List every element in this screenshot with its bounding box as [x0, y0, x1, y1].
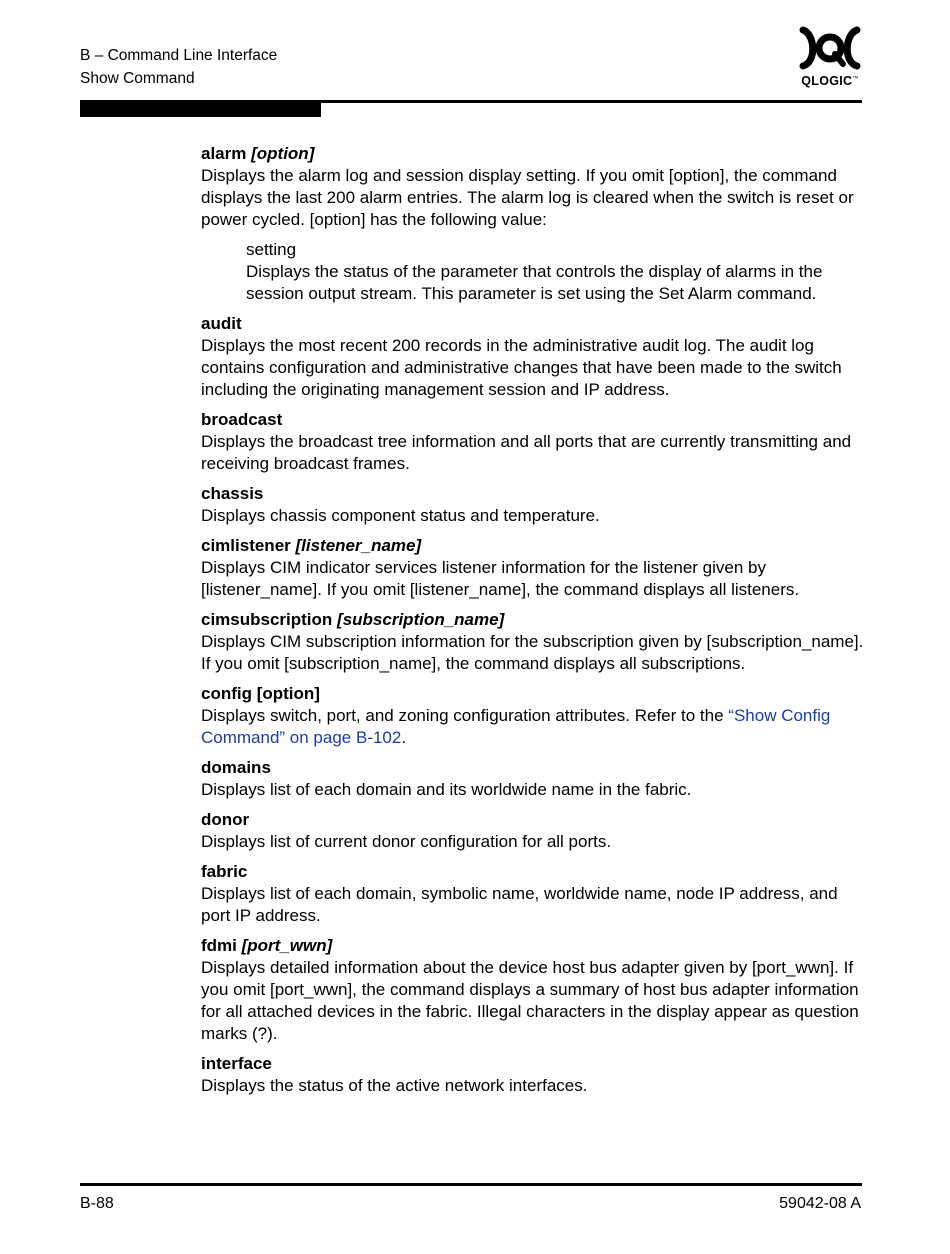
- entry-description: [201, 705, 866, 749]
- term-name: cimlistener: [201, 536, 291, 555]
- entry-term: [201, 935, 866, 957]
- entry-broadcast: [201, 409, 866, 475]
- description-end: .: [401, 728, 407, 747]
- entry-cimsubscription: [201, 609, 866, 675]
- entry-term: domains: [201, 758, 271, 777]
- entry-fdmi: [201, 935, 866, 1045]
- qlogic-logo: [795, 24, 865, 92]
- entry-description: Displays CIM indicator services listener information for the listener given by [listener_name]. If you omit [listener_name], the command displays all listeners.: [201, 558, 800, 599]
- entry-description: Displays list of current donor configuration for all ports.: [201, 832, 612, 851]
- term-name: cimsubscription: [201, 610, 333, 629]
- term-name: alarm: [201, 144, 247, 163]
- entry-config: [201, 683, 866, 749]
- entry-description: Displays the broadcast tree information and all ports that are currently transmitting and receiving broadcast frames.: [201, 432, 852, 473]
- entry-audit: [201, 313, 866, 401]
- description-text: Displays switch, port, and zoning configuration attributes. Refer to the: [201, 706, 729, 725]
- entry-term: interface: [201, 1054, 272, 1073]
- entry-domains: [201, 757, 866, 801]
- section-title: Show Command: [80, 70, 195, 87]
- command-options-list: [201, 143, 866, 1105]
- entry-donor: [201, 809, 866, 853]
- entry-description: Displays the status of the active network interfaces.: [201, 1076, 588, 1095]
- entry-term: [201, 143, 866, 165]
- chapter-title: B – Command Line Interface: [80, 47, 278, 64]
- sub-entry-setting: [246, 239, 866, 305]
- entry-term: audit: [201, 314, 242, 333]
- term-argument: [subscription_name]: [337, 610, 505, 629]
- entry-term: broadcast: [201, 410, 283, 429]
- sub-term: setting: [246, 240, 297, 259]
- entry-term: donor: [201, 810, 250, 829]
- term-argument: [port_wwn]: [241, 936, 333, 955]
- term-argument: [listener_name]: [295, 536, 422, 555]
- entry-description: Displays chassis component status and temperature.: [201, 506, 600, 525]
- entry-alarm: [201, 143, 866, 305]
- entry-term: fabric: [201, 862, 248, 881]
- page-number: B-88: [80, 1195, 114, 1212]
- logo-wordmark: [795, 74, 865, 88]
- entry-description: Displays the alarm log and session display setting. If you omit [option], the command displays the last 200 alarm entries. The alarm log is cleared when the switch is reset or power cycled. [option] has the following value:: [201, 166, 854, 229]
- show-config-link[interactable]: “Show Config Command” on page B-102: [201, 706, 831, 747]
- entry-description: Displays list of each domain, symbolic name, worldwide name, node IP address, and port IP address.: [201, 884, 838, 925]
- entry-interface: [201, 1053, 866, 1097]
- entry-description: Displays CIM subscription information for the subscription given by [subscription_name]. If you omit [subscription_name], the command displays all subscriptions.: [201, 632, 864, 673]
- entry-term: [201, 535, 866, 557]
- entry-term: chassis: [201, 484, 264, 503]
- entry-term: config [option]: [201, 684, 320, 703]
- term-argument: [option]: [251, 144, 315, 163]
- entry-cimlistener: [201, 535, 866, 601]
- term-name: fdmi: [201, 936, 237, 955]
- document-id: 59042-08 A: [779, 1195, 861, 1212]
- qlogic-logo-icon: [795, 24, 865, 72]
- running-header: [80, 44, 277, 90]
- entry-fabric: [201, 861, 866, 927]
- logo-text: QLOGIC: [801, 74, 853, 88]
- entry-description: Displays detailed information about the device host bus adapter given by [port_wwn]. If you omit [port_wwn], the command displays a summary of host bus adapter information for all attached devices in the fabric. Illegal characters in the display appear as question marks (?).: [201, 958, 859, 1043]
- footer-rule: [80, 1183, 862, 1186]
- entry-description: Displays the most recent 200 records in the administrative audit log. The audit log contains configuration and administrative changes that have been made to the switch including the originating management session and IP address.: [201, 336, 842, 399]
- trademark-mark: ™: [852, 75, 859, 82]
- entry-description: Displays list of each domain and its worldwide name in the fabric.: [201, 780, 692, 799]
- header-bar: [80, 103, 321, 117]
- entry-term: [201, 609, 866, 631]
- entry-chassis: [201, 483, 866, 527]
- sub-description: Displays the status of the parameter that controls the display of alarms in the session output stream. This parameter is set using the Set Alarm command.: [246, 262, 823, 303]
